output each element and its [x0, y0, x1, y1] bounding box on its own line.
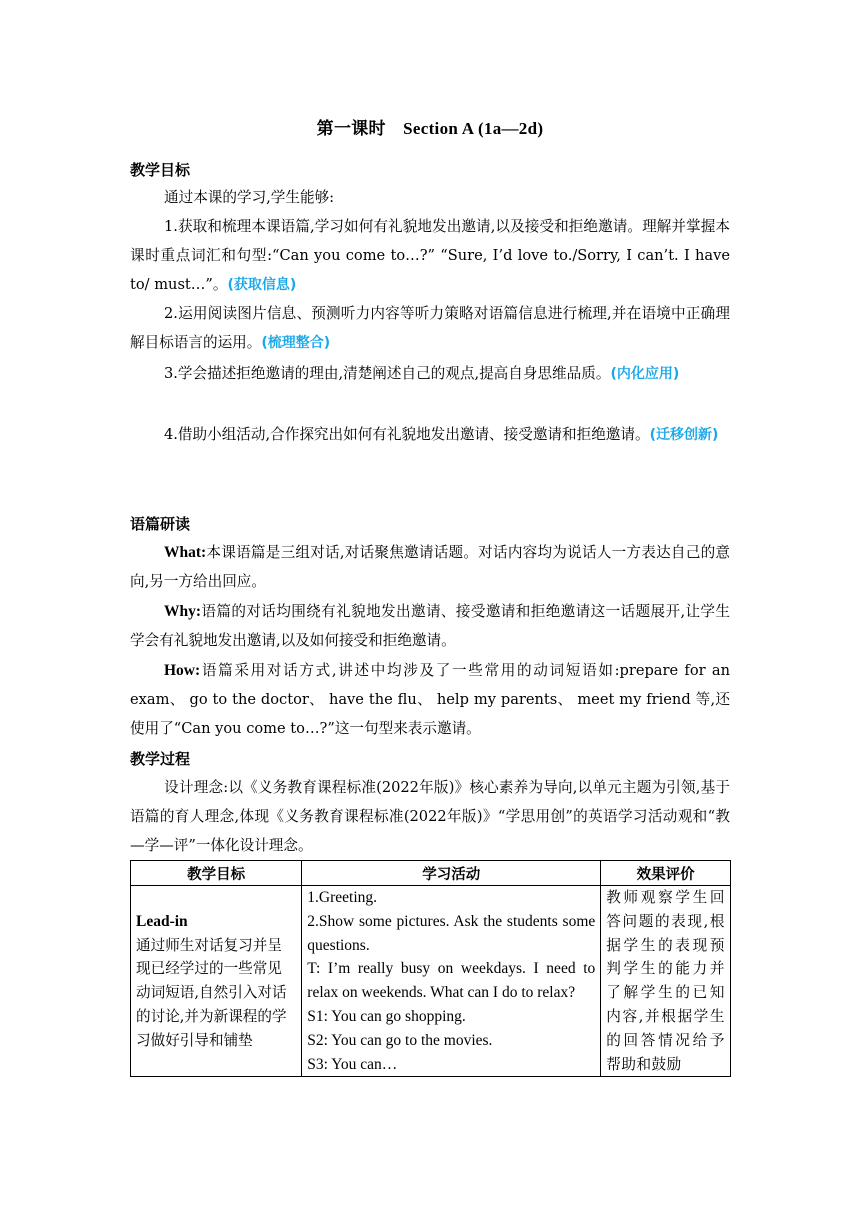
goal-text: 通过师生对话复习并呈现已经学过的一些常见动词短语,自然引入对话的讨论,并为新课程的学习做好引导和铺垫 — [136, 936, 287, 1049]
column-header-activity: 学习活动 — [302, 861, 601, 886]
objectives-heading: 教学目标 — [130, 161, 191, 179]
evaluation-cell: 教师观察学生回答问题的表现,根据学生的表现预判学生的能力并了解学生的已知内容,并根据学生的回答情况给予帮助和鼓励 — [601, 886, 731, 1077]
goal-cell — [131, 886, 302, 1077]
goal-title: Lead-in — [136, 912, 188, 930]
activity-line: S3: You can… — [307, 1055, 398, 1073]
objectives-intro: 通过本课的学习,学生能够: — [164, 189, 335, 206]
analysis-how: How:语篇采用对话方式,讲述中均涉及了一些常用的动词短语如:prepare for an exam、 go to the doctor、 have the flu、 help my parents、 meet my friend 等,还使用了“Can you come to…?”这一句型来表示邀请。 — [130, 662, 730, 737]
analysis-why: Why:语篇的对话均围绕有礼貌地发出邀请、接受邀请和拒绝邀请这一话题展开,让学生学会有礼貌地发出邀请,以及如何接受和拒绝邀请。 — [130, 603, 730, 649]
table-row — [131, 886, 731, 1077]
objective-tag: (内化应用) — [610, 366, 680, 382]
lesson-plan-table — [130, 860, 731, 1077]
objective-tag: (迁移创新) — [649, 427, 719, 443]
activity-line: T: I’m really busy on weekdays. I need to relax on weekends. What can I do to relax? — [307, 960, 596, 1002]
objective-item-4: 4.借助小组活动,合作探究出如何有礼貌地发出邀请、接受邀请和拒绝邀请。(迁移创新) — [164, 426, 719, 443]
objective-tag: (梳理整合) — [261, 335, 331, 351]
objective-item-1: 1.获取和梳理本课语篇,学习如何有礼貌地发出邀请,以及接受和拒绝邀请。理解并掌握本课时重点词汇和句型:“Can you come to…?” “Sure, I’d love to./Sorry, I can’t. I have to/ must…”。(获取信息) — [130, 218, 730, 293]
activity-cell — [302, 886, 601, 1077]
objective-item-2: 2.运用阅读图片信息、预测听力内容等听力策略对语篇信息进行梳理,并在语境中正确理解目标语言的运用。(梳理整合) — [130, 305, 730, 351]
objective-item-3: 3.学会描述拒绝邀请的理由,清楚阐述自己的观点,提高自身思维品质。(内化应用) — [164, 365, 680, 382]
activity-line: 1.Greeting. — [307, 889, 378, 906]
process-heading: 教学过程 — [130, 750, 191, 768]
objective-tag: (获取信息) — [227, 277, 297, 293]
column-header-evaluation: 效果评价 — [601, 861, 731, 886]
process-intro: 设计理念:以《义务教育课程标准(2022年版)》核心素养为导向,以单元主题为引领,基于语篇的育人理念,体现《义务教育课程标准(2022年版)》“学思用创”的英语学习活动观和“教—学—评”一体化设计理念。 — [130, 779, 730, 854]
analysis-heading: 语篇研读 — [130, 515, 191, 533]
column-header-goal: 教学目标 — [131, 861, 302, 886]
page-title: 第一课时 Section A (1a—2d) — [316, 119, 544, 138]
activity-line: S2: You can go to the movies. — [307, 1031, 493, 1049]
table-header-row — [131, 861, 731, 886]
activity-line: 2.Show some pictures. Ask the students some questions. — [307, 912, 596, 954]
activity-line: S1: You can go shopping. — [307, 1007, 466, 1025]
analysis-what: What:本课语篇是三组对话,对话聚焦邀请话题。对话内容均为说话人一方表达自己的意向,另一方给出回应。 — [130, 544, 730, 590]
